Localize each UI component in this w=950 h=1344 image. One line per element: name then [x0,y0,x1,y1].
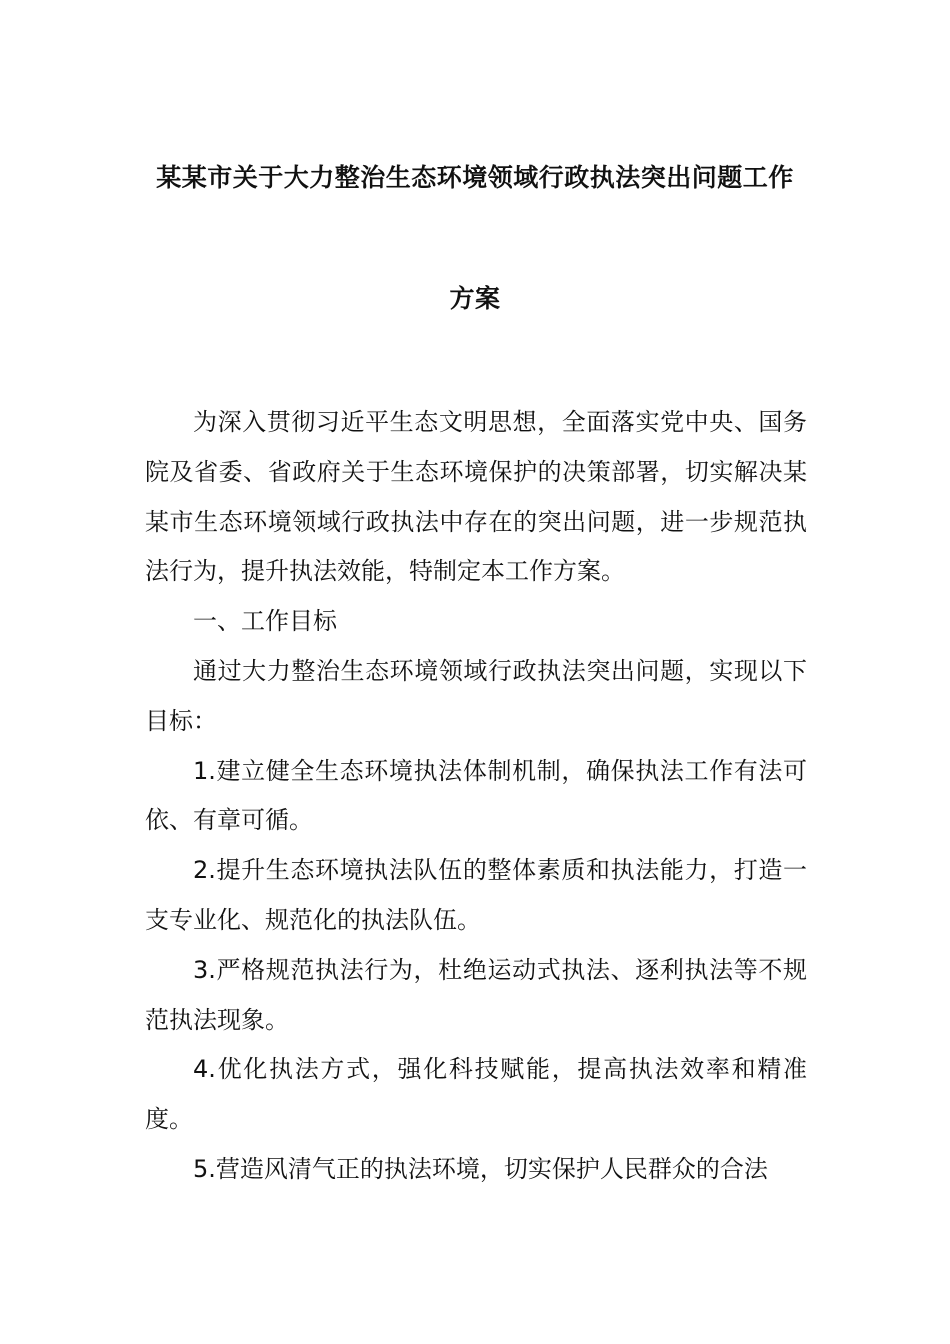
goal-item-1: 1.建立健全生态环境执法体制机制，确保执法工作有法可依、有章可循。 [145,756,807,835]
goal-item-5: 5.营造风清气正的执法环境，切实保护人民群众的合法 [193,1154,768,1183]
goals-intro-paragraph: 通过大力整治生态环境领域行政执法突出问题，实现以下目标： [145,656,807,735]
section-heading-goals: 一、工作目标 [193,607,337,636]
intro-paragraph: 为深入贯彻习近平生态文明思想，全面落实党中央、国务院及省委、省政府关于生态环境保护的决策部署，切实解决某某市生态环境领域行政执法中存在的突出问题，进一步规范执法行为，提升执法效能，特制定本工作方案。 [145,408,807,586]
goal-item-4: 4.优化执法方式，强化科技赋能，提高执法效率和精准度。 [145,1055,807,1134]
document-title-line-1: 某某市关于大力整治生态环境领域行政执法突出问题工作 [156,163,794,192]
goal-item-2: 2.提升生态环境执法队伍的整体素质和执法能力，打造一支专业化、规范化的执法队伍。 [145,856,807,934]
goal-item-3: 3.严格规范执法行为，杜绝运动式执法、逐利执法等不规范执法现象。 [145,955,807,1034]
document-title-line-2: 方案 [449,284,501,313]
document-body [145,398,807,1195]
